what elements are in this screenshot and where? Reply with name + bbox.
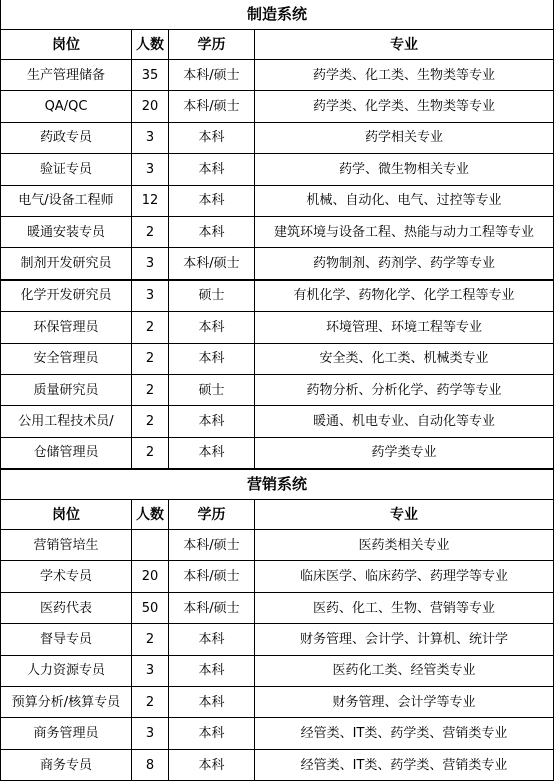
section-title: 营销系统 <box>1 469 554 500</box>
cell-degree: 本科 <box>169 687 255 718</box>
cell-count: 2 <box>132 312 169 343</box>
cell-position: 医药代表 <box>1 592 132 623</box>
column-header-count: 人数 <box>132 30 169 60</box>
cell-position: 药政专员 <box>1 122 132 153</box>
cell-position: 环保管理员 <box>1 312 132 343</box>
cell-degree: 本科/硕士 <box>169 248 255 280</box>
cell-major: 药学类、化工类、生物类等专业 <box>255 60 554 91</box>
table-row <box>1 374 554 405</box>
cell-major: 经管类、IT类、药学类、营销类专业 <box>255 718 554 749</box>
cell-degree: 本科 <box>169 437 255 469</box>
cell-count <box>132 530 169 561</box>
header-row <box>1 30 554 60</box>
table-row <box>1 216 554 247</box>
cell-position: 学术专员 <box>1 561 132 592</box>
cell-count: 2 <box>132 216 169 247</box>
table-row <box>1 530 554 561</box>
cell-position: 化学开发研究员 <box>1 280 132 312</box>
cell-major: 药学类、化学类、生物类等专业 <box>255 91 554 122</box>
cell-degree: 本科 <box>169 624 255 655</box>
cell-count: 3 <box>132 718 169 749</box>
cell-position: 仓储管理员 <box>1 437 132 469</box>
cell-count: 3 <box>132 122 169 153</box>
column-header-major: 专业 <box>255 30 554 60</box>
cell-position: 公用工程技术员/ <box>1 406 132 437</box>
cell-major: 医药化工类、经管类专业 <box>255 655 554 686</box>
cell-position: 验证专员 <box>1 154 132 185</box>
column-header-degree: 学历 <box>169 30 255 60</box>
cell-major: 环境管理、环境工程等专业 <box>255 312 554 343</box>
cell-count: 2 <box>132 624 169 655</box>
cell-degree: 本科/硕士 <box>169 60 255 91</box>
cell-major: 安全类、化工类、机械类专业 <box>255 343 554 374</box>
cell-position: 质量研究员 <box>1 374 132 405</box>
table-row <box>1 60 554 91</box>
cell-count: 2 <box>132 687 169 718</box>
cell-degree: 本科 <box>169 343 255 374</box>
cell-count: 8 <box>132 749 169 780</box>
cell-count: 35 <box>132 60 169 91</box>
cell-degree: 本科/硕士 <box>169 561 255 592</box>
cell-major: 建筑环境与设备工程、热能与动力工程等专业 <box>255 216 554 247</box>
table-row <box>1 154 554 185</box>
table-row <box>1 312 554 343</box>
cell-major: 药学类专业 <box>255 437 554 469</box>
table-row <box>1 718 554 749</box>
cell-major: 财务管理、会计学等专业 <box>255 687 554 718</box>
cell-major: 医药类相关专业 <box>255 530 554 561</box>
cell-degree: 本科 <box>169 406 255 437</box>
cell-position: 营销管培生 <box>1 530 132 561</box>
marketing-section-title-row <box>1 469 554 500</box>
cell-count: 2 <box>132 406 169 437</box>
table-row <box>1 406 554 437</box>
cell-degree: 硕士 <box>169 280 255 312</box>
cell-position: 制剂开发研究员 <box>1 248 132 280</box>
cell-major: 药物分析、分析化学、药学等专业 <box>255 374 554 405</box>
table-row <box>1 687 554 718</box>
cell-major: 药学、微生物相关专业 <box>255 154 554 185</box>
cell-count: 2 <box>132 343 169 374</box>
column-header-degree: 学历 <box>169 500 255 530</box>
table-row <box>1 280 554 312</box>
column-header-position: 岗位 <box>1 500 132 530</box>
table-row <box>1 437 554 469</box>
cell-position: 安全管理员 <box>1 343 132 374</box>
cell-degree: 本科 <box>169 718 255 749</box>
cell-count: 50 <box>132 592 169 623</box>
cell-position: 商务专员 <box>1 749 132 780</box>
cell-degree: 本科 <box>169 185 255 216</box>
cell-count: 2 <box>132 374 169 405</box>
cell-count: 3 <box>132 280 169 312</box>
cell-major: 财务管理、会计学、计算机、统计学 <box>255 624 554 655</box>
column-header-major: 专业 <box>255 500 554 530</box>
cell-major: 临床医学、临床药学、药理学等专业 <box>255 561 554 592</box>
table-row <box>1 749 554 780</box>
cell-count: 20 <box>132 561 169 592</box>
table-row <box>1 592 554 623</box>
header-row <box>1 500 554 530</box>
cell-degree: 本科 <box>169 655 255 686</box>
cell-major: 医药、化工、生物、营销等专业 <box>255 592 554 623</box>
cell-position: 生产管理储备 <box>1 60 132 91</box>
cell-count: 3 <box>132 248 169 280</box>
table-row <box>1 624 554 655</box>
table-row <box>1 343 554 374</box>
table-row <box>1 655 554 686</box>
cell-degree: 本科/硕士 <box>169 530 255 561</box>
cell-count: 12 <box>132 185 169 216</box>
cell-major: 暖通、机电专业、自动化等专业 <box>255 406 554 437</box>
cell-position: 暖通安装专员 <box>1 216 132 247</box>
cell-count: 2 <box>132 437 169 469</box>
column-header-count: 人数 <box>132 500 169 530</box>
cell-position: 商务管理员 <box>1 718 132 749</box>
cell-degree: 本科/硕士 <box>169 592 255 623</box>
cell-position: QA/QC <box>1 91 132 122</box>
table-row <box>1 185 554 216</box>
column-header-position: 岗位 <box>1 30 132 60</box>
cell-major: 经管类、IT类、药学类、营销类专业 <box>255 749 554 780</box>
cell-position: 预算分析/核算专员 <box>1 687 132 718</box>
table-row <box>1 91 554 122</box>
cell-count: 3 <box>132 154 169 185</box>
cell-degree: 本科 <box>169 154 255 185</box>
cell-degree: 本科 <box>169 749 255 780</box>
table-row <box>1 122 554 153</box>
cell-degree: 本科 <box>169 216 255 247</box>
cell-major: 药物制剂、药剂学、药学等专业 <box>255 248 554 280</box>
cell-count: 20 <box>132 91 169 122</box>
cell-degree: 硕士 <box>169 374 255 405</box>
cell-degree: 本科 <box>169 312 255 343</box>
section-title: 制造系统 <box>1 0 554 30</box>
cell-position: 人力资源专员 <box>1 655 132 686</box>
cell-count: 3 <box>132 655 169 686</box>
cell-degree: 本科/硕士 <box>169 91 255 122</box>
cell-position: 电气/设备工程师 <box>1 185 132 216</box>
cell-major: 有机化学、药物化学、化学工程等专业 <box>255 280 554 312</box>
cell-major: 药学相关专业 <box>255 122 554 153</box>
cell-major: 机械、自动化、电气、过控等专业 <box>255 185 554 216</box>
cell-position: 督导专员 <box>1 624 132 655</box>
cell-degree: 本科 <box>169 122 255 153</box>
table-row <box>1 248 554 280</box>
table-row <box>1 561 554 592</box>
manufacturing-section-title-row <box>1 0 554 30</box>
